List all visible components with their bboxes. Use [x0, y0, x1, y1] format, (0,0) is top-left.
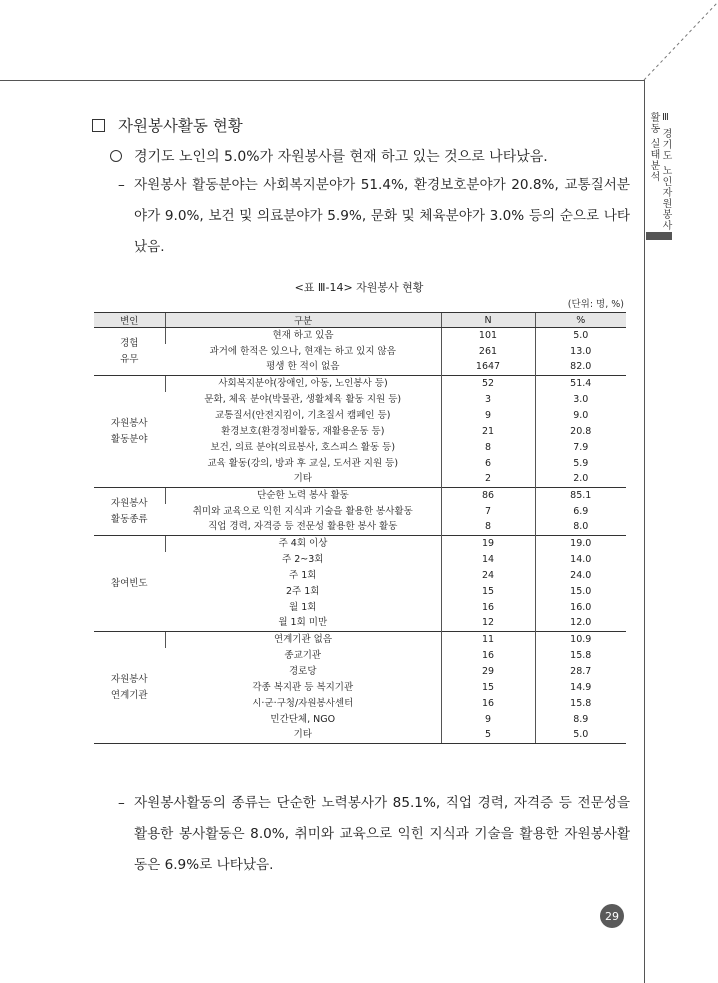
cell-percent: 6.9 [535, 504, 626, 520]
header-percent: % [535, 313, 626, 328]
cell-percent: 5.0 [535, 328, 626, 344]
cell-category: 주 1회 [289, 569, 317, 581]
cell-percent: 5.9 [535, 456, 626, 472]
cell-n: 1647 [441, 360, 535, 376]
cell-category: 종교기관 [284, 649, 322, 661]
table-caption: <표 Ⅲ-14> 자원봉사 현황 [294, 281, 424, 294]
header-variable: 변인 [94, 313, 165, 328]
chapter-tab-bar [646, 232, 672, 240]
cell-category: 기타 [165, 728, 441, 744]
cell-n: 16 [441, 696, 535, 712]
table-row [94, 520, 626, 536]
cell-percent: 3.0 [535, 392, 626, 408]
table-row [94, 616, 626, 632]
cell-n: 7 [441, 504, 535, 520]
table-unit: (단위: 명, %) [567, 299, 624, 310]
cell-percent: 13.0 [535, 344, 626, 360]
cell-category: 각종 복지관 등 복지기관 [252, 681, 354, 693]
main-bullet-text: 경기도 노인의 5.0%가 자원봉사를 현재 하고 있는 것으로 나타났음. [134, 149, 548, 165]
group-label: 자원봉사 활동종류 [94, 488, 165, 536]
cell-category: 주 2~3회 [282, 553, 324, 565]
cell-n: 21 [441, 424, 535, 440]
cell-percent: 15.0 [535, 584, 626, 600]
cell-category: 취미와 교육으로 익힌 지식과 기술을 활용한 봉사활동 [192, 505, 413, 517]
cell-percent: 15.8 [535, 648, 626, 664]
cell-percent: 24.0 [535, 568, 626, 584]
cell-n: 24 [441, 568, 535, 584]
cell-percent: 85.1 [535, 488, 626, 504]
table-row [94, 632, 626, 648]
cell-n: 86 [441, 488, 535, 504]
page-number: 29 [600, 904, 624, 928]
paragraph-activity-field-text: 자원봉사 활동분야는 사회복지분야가 51.4%, 환경보호분야가 20.8%, 교통질서분야가 9.0%, 보건 및 의료분야가 5.9%, 문화 및 체육분야가 3.0% 등의 순으로 나타났음. [134, 177, 630, 255]
cell-n: 52 [441, 376, 535, 392]
chapter-tab [646, 112, 672, 236]
cell-category: 연계기관 없음 [165, 632, 441, 648]
table-row [94, 728, 626, 744]
cell-percent: 2.0 [535, 472, 626, 488]
table-row [94, 440, 626, 456]
cell-category: 교통질서(안전지킴이, 기초질서 캠페인 등) [214, 409, 391, 421]
cell-n: 16 [441, 600, 535, 616]
cell-percent: 82.0 [535, 360, 626, 376]
cell-percent: 51.4 [535, 376, 626, 392]
table-row [94, 376, 626, 392]
table-row [94, 344, 626, 360]
table-row [94, 456, 626, 472]
header-rule [0, 80, 645, 81]
table-row [94, 648, 626, 664]
cell-n: 9 [441, 712, 535, 728]
table-row [94, 552, 626, 568]
cell-percent: 10.9 [535, 632, 626, 648]
table-row [94, 584, 626, 600]
table-row [94, 696, 626, 712]
cell-category: 보건, 의료 분야(의료봉사, 호스피스 활동 등) [210, 441, 396, 453]
dash-bullet: – [118, 795, 125, 811]
table-row [94, 328, 626, 344]
cell-percent: 8.0 [535, 520, 626, 536]
dash-bullet: – [118, 177, 125, 193]
cell-percent: 20.8 [535, 424, 626, 440]
section-heading-text: 자원봉사활동 현황 [118, 117, 243, 135]
table-row [94, 680, 626, 696]
cell-percent: 19.0 [535, 536, 626, 552]
cell-category: 사회복지분야(장애인, 아동, 노인봉사 등) [165, 376, 441, 392]
cell-category: 2주 1회 [286, 585, 320, 597]
header-category: 구분 [165, 313, 441, 328]
cell-n: 11 [441, 632, 535, 648]
cell-n: 6 [441, 456, 535, 472]
chapter-tab-label: Ⅲ 경기도 노인자원봉사활동 실태분석 [648, 112, 671, 232]
table-row [94, 392, 626, 408]
cell-category: 과거에 한적은 있으나, 현재는 하고 있지 않음 [209, 345, 396, 357]
margin-rule [644, 80, 645, 983]
cell-percent: 8.9 [535, 712, 626, 728]
cell-n: 12 [441, 616, 535, 632]
cell-n: 3 [441, 392, 535, 408]
cell-category: 단순한 노력 봉사 활동 [165, 488, 441, 504]
cell-n: 8 [441, 440, 535, 456]
square-bullet-icon [92, 119, 105, 132]
cell-category: 주 4회 이상 [165, 536, 441, 552]
cell-n: 16 [441, 648, 535, 664]
table-row [94, 488, 626, 504]
table-row [94, 472, 626, 488]
cell-n: 19 [441, 536, 535, 552]
group-label: 참여빈도 [94, 536, 165, 632]
cell-n: 8 [441, 520, 535, 536]
table-row [94, 424, 626, 440]
table-row [94, 360, 626, 376]
cell-n: 14 [441, 552, 535, 568]
cell-percent: 15.8 [535, 696, 626, 712]
cell-percent: 12.0 [535, 616, 626, 632]
cell-n: 9 [441, 408, 535, 424]
cell-percent: 7.9 [535, 440, 626, 456]
cell-category: 시·군·구청/자원봉사센터 [252, 697, 354, 709]
cell-category: 민간단체, NGO [270, 713, 336, 725]
cell-category: 경로당 [288, 665, 317, 677]
table-row [94, 568, 626, 584]
cell-n: 15 [441, 584, 535, 600]
paragraph-activity-type [118, 788, 630, 881]
cell-category: 월 1회 [289, 601, 317, 613]
cell-n: 29 [441, 664, 535, 680]
cell-category: 월 1회 미만 [278, 617, 328, 629]
corner-decoration [0, 0, 718, 100]
cell-percent: 14.9 [535, 680, 626, 696]
circle-bullet-icon [110, 150, 122, 162]
cell-category: 교육 활동(강의, 방과 후 교실, 도서관 지원 등) [207, 457, 399, 469]
cell-n: 15 [441, 680, 535, 696]
cell-percent: 9.0 [535, 408, 626, 424]
paragraph-activity-type-text: 자원봉사활동의 종류는 단순한 노력봉사가 85.1%, 직업 경력, 자격증 등 전문성을 활용한 봉사활동은 8.0%, 취미와 교육으로 익힌 지식과 기술을 활용한 자원봉사활동은 6.9%로 나타났음. [134, 795, 630, 873]
table-row [94, 712, 626, 728]
group-label: 자원봉사 연계기관 [94, 632, 165, 744]
table-row [94, 600, 626, 616]
section-heading [92, 114, 243, 136]
cell-category: 현재 하고 있음 [165, 328, 441, 344]
cell-percent: 28.7 [535, 664, 626, 680]
cell-category: 기타 [293, 473, 312, 485]
cell-category: 평생 한 적이 없음 [266, 361, 340, 373]
table-row [94, 504, 626, 520]
group-label: 자원봉사 활동분야 [94, 376, 165, 488]
paragraph-activity-field [118, 170, 630, 263]
table-row [94, 536, 626, 552]
cell-category: 환경보호(환경정비활동, 재활용운동 등) [221, 425, 385, 437]
main-bullet [110, 146, 548, 166]
cell-n: 261 [441, 344, 535, 360]
group-label: 경험 유무 [120, 337, 139, 365]
header-n: N [441, 313, 535, 328]
cell-n: 5 [441, 728, 535, 744]
cell-n: 2 [441, 472, 535, 488]
cell-category: 직업 경력, 자격증 등 전문성 활용한 봉사 활동 [208, 521, 398, 533]
volunteer-status-table [94, 312, 626, 744]
cell-percent: 16.0 [535, 600, 626, 616]
cell-n: 101 [441, 328, 535, 344]
table-row [94, 664, 626, 680]
cell-percent: 14.0 [535, 552, 626, 568]
cell-category: 문화, 체육 분야(박물관, 생활체육 활동 지원 등) [204, 393, 402, 405]
table-header-row [94, 313, 626, 328]
table-row [94, 408, 626, 424]
cell-percent: 5.0 [535, 728, 626, 744]
